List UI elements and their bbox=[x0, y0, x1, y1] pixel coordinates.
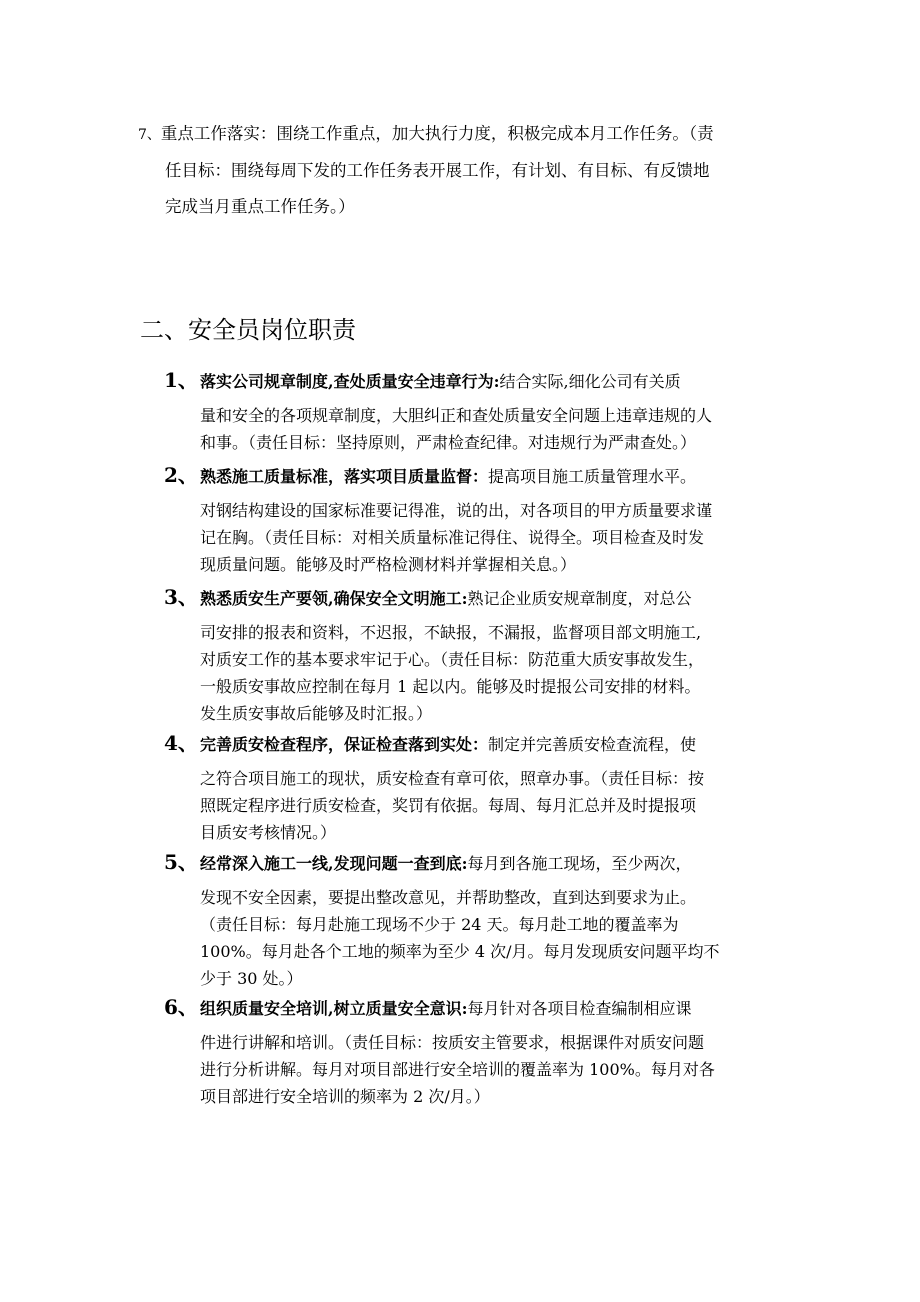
duty-first-text: 制定并完善质安检查流程，使 bbox=[488, 735, 697, 754]
duty-line: （责任目标：每月赴施工现场不少于 24 天。每月赴工地的覆盖率为 bbox=[200, 915, 679, 934]
duty-line: 现质量问题。能够及时严格检测材料并掌握相关息。） bbox=[200, 555, 577, 574]
duty-line: 司安排的报表和资料，不迟报，不缺报，不漏报，监督项目部文明施工, bbox=[200, 623, 702, 642]
duty-line: 100%。每月赴各个工地的频率为至少 4 次/月。每月发现质安问题平均不 bbox=[200, 942, 720, 961]
duty-item-4 bbox=[164, 729, 790, 846]
duty-line: 发生质安事故后能够及时汇报。） bbox=[200, 704, 433, 723]
duty-item-2 bbox=[164, 461, 790, 578]
duty-item-1 bbox=[164, 366, 790, 456]
duty-line: 少于 30 处。） bbox=[200, 969, 303, 988]
duty-item-first-line bbox=[164, 729, 790, 759]
duty-first-text: 每月针对各项目检查编制相应课 bbox=[467, 999, 692, 1018]
section-title: 二、安全员岗位职责 bbox=[140, 316, 356, 344]
intro-line-1: 7、重点工作落实：围绕工作重点，加大执行力度，积极完成本月工作任务。（责 bbox=[138, 124, 714, 143]
duty-item-first-line bbox=[164, 461, 790, 491]
duty-item-5 bbox=[164, 848, 790, 992]
duty-item-6 bbox=[164, 993, 790, 1110]
duty-heading: 落实公司规章制度,查处质量安全违章行为: bbox=[200, 372, 500, 391]
duty-line: 件进行讲解和培训。（责任目标：按质安主管要求，根据课件对质安问题 bbox=[200, 1033, 705, 1052]
duty-heading: 熟悉质安生产要领,确保安全文明施工: bbox=[200, 589, 468, 608]
intro-line-2: 任目标：围绕每周下发的工作任务表开展工作，有计划、有目标、有反馈地 bbox=[165, 161, 710, 180]
duty-heading: 完善质安检查程序，保证检查落到实处： bbox=[200, 735, 489, 754]
duty-item-first-line bbox=[164, 583, 790, 613]
duty-number: 1、 bbox=[164, 368, 198, 392]
duty-line: 目质安考核情况。） bbox=[200, 823, 337, 842]
intro-paragraph bbox=[138, 116, 788, 225]
duty-first-text: 提高项目施工质量管理水平。 bbox=[488, 467, 697, 486]
duty-item-3 bbox=[164, 583, 790, 727]
duty-line: 一般质安事故应控制在每月 1 起以内。能够及时提报公司安排的材料。 bbox=[200, 677, 701, 696]
intro-line-3: 完成当月重点工作任务。） bbox=[165, 197, 355, 216]
duty-heading: 经常深入施工一线,发现问题一查到底: bbox=[200, 854, 468, 873]
duty-line: 和事。（责任目标：坚持原则，严肃检查纪律。对违规行为严肃查处。） bbox=[200, 433, 697, 452]
duty-number: 6、 bbox=[164, 995, 198, 1019]
duty-line: 照既定程序进行质安检查，奖罚有依据。每周、每月汇总并及时提报项 bbox=[200, 796, 697, 815]
duty-first-text: 熟记企业质安规章制度，对总公 bbox=[467, 589, 692, 608]
duty-item-first-line bbox=[164, 848, 790, 878]
duty-number: 3、 bbox=[164, 585, 198, 609]
duty-item-first-line bbox=[164, 366, 790, 396]
duty-first-text: 每月到各施工现场，至少两次， bbox=[467, 854, 692, 873]
duty-number: 4、 bbox=[164, 731, 198, 755]
duty-heading: 熟悉施工质量标准，落实项目质量监督： bbox=[200, 467, 489, 486]
duty-line: 记在胸。（责任目标：对相关质量标准记得住、说得全。项目检查及时发 bbox=[200, 528, 705, 547]
duty-line: 进行分析讲解。每月对项目部进行安全培训的覆盖率为 100%。每月对各 bbox=[200, 1060, 715, 1079]
intro-number: 7、 bbox=[138, 127, 161, 143]
duty-line: 对质安工作的基本要求牢记于心。（责任目标：防范重大质安事故发生， bbox=[200, 650, 705, 669]
duty-first-text: 结合实际,细化公司有关质 bbox=[499, 372, 681, 391]
duty-line: 之符合项目施工的现状，质安检查有章可依，照章办事。（责任目标：按 bbox=[200, 769, 705, 788]
duty-line: 项目部进行安全培训的频率为 2 次/月。） bbox=[200, 1087, 490, 1106]
duty-item-first-line bbox=[164, 993, 790, 1023]
duty-line: 发现不安全因素，要提出整改意见，并帮助整改，直到达到要求为止。 bbox=[200, 888, 697, 907]
duty-number: 5、 bbox=[164, 850, 198, 874]
duty-number: 2、 bbox=[164, 463, 198, 487]
duty-line: 对钢结构建设的国家标准要记得准，说的出，对各项目的甲方质量要求谨 bbox=[200, 501, 713, 520]
duty-line: 量和安全的各项规章制度，大胆纠正和查处质量安全问题上违章违规的人 bbox=[200, 406, 713, 425]
duty-heading: 组织质量安全培训,树立质量安全意识: bbox=[200, 999, 468, 1018]
